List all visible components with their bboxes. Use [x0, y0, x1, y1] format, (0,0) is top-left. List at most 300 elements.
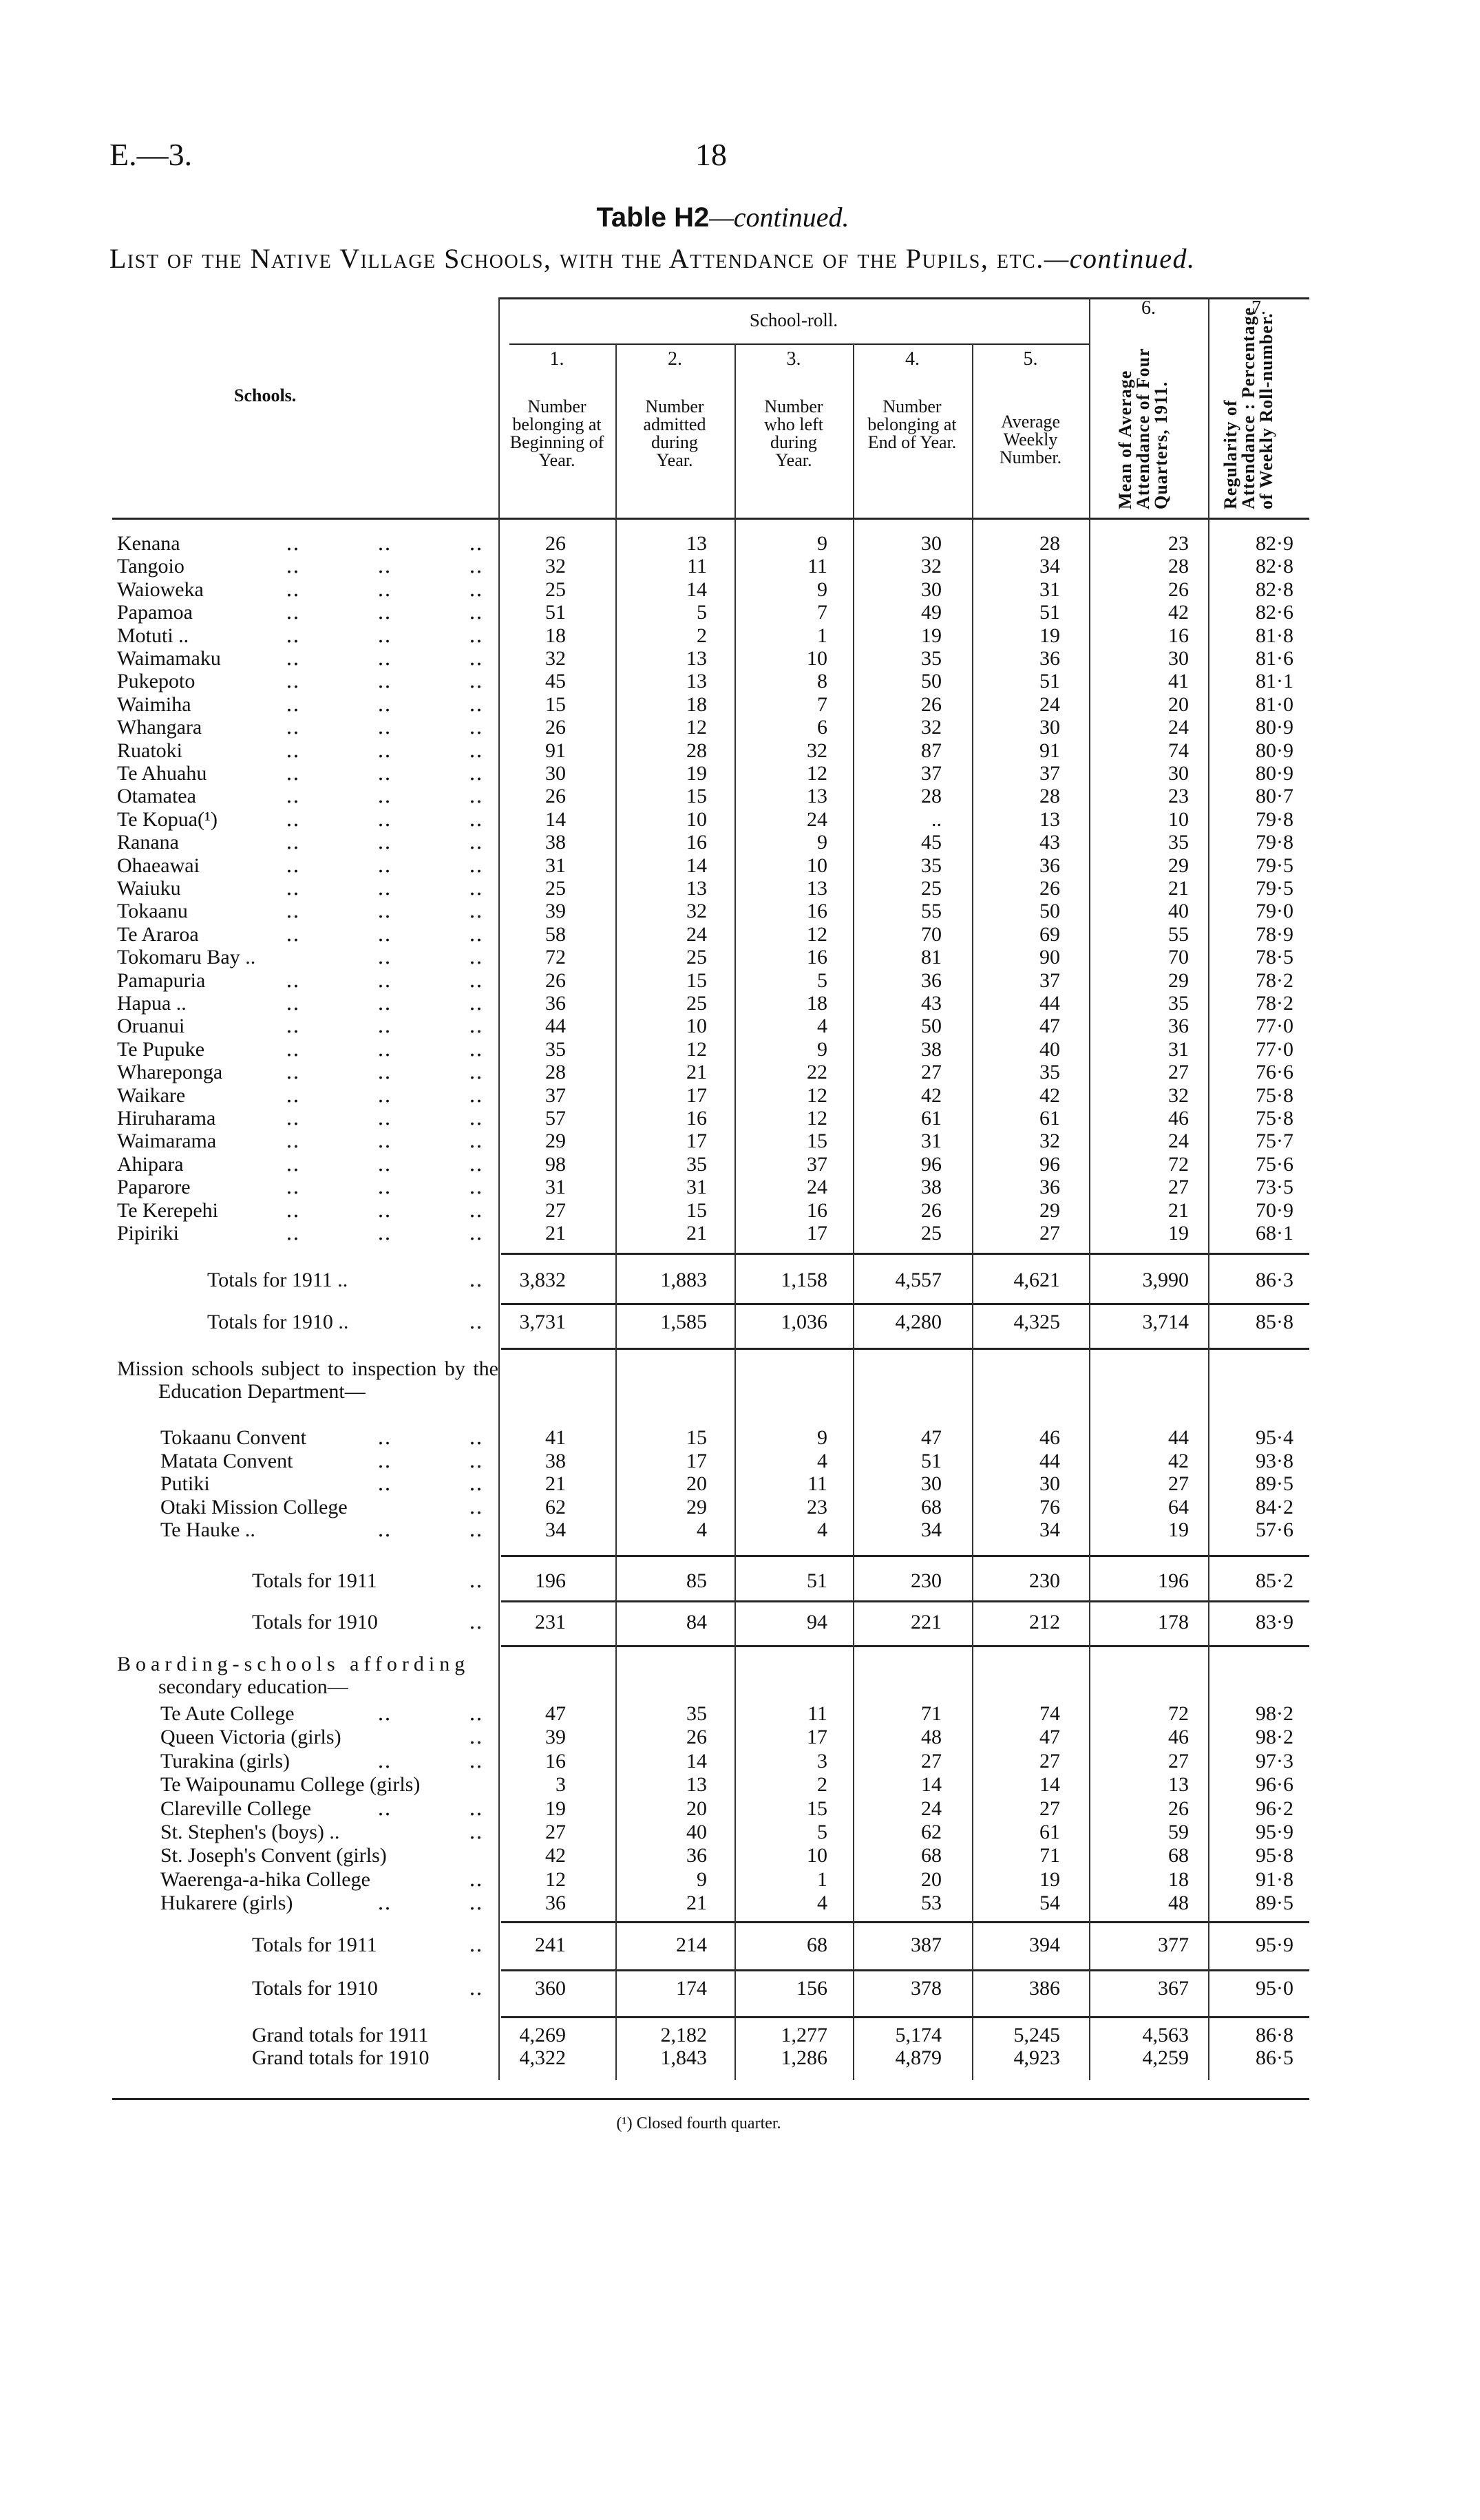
table-row: [0, 1015, 1480, 1037]
col-6-number: 6.: [1141, 297, 1156, 319]
cell-col-2: 21: [686, 1222, 707, 1245]
table-row: [0, 1061, 1480, 1083]
leader-dots: ․․: [469, 1518, 483, 1542]
cell-col-5: 13: [1039, 807, 1060, 831]
school-name: Pukepoto: [117, 670, 195, 693]
cell-col-1: 36: [545, 992, 566, 1015]
leader-dots: ․․: [469, 1311, 483, 1333]
leader-dots: ․․: [469, 1934, 483, 1956]
cell-col-3: 24: [807, 807, 827, 831]
cell-col-1: 21: [545, 1222, 566, 1245]
cell-col-2: 85: [686, 1569, 707, 1592]
cell-col-6: 27: [1168, 1061, 1189, 1084]
leader-dots: ․․: [286, 532, 300, 555]
cell-col-5: 27: [1039, 1749, 1060, 1772]
cell-col-5: 30: [1039, 716, 1060, 739]
cell-col-5: 51: [1039, 670, 1060, 693]
cell-col-4: 5,174: [895, 2024, 942, 2046]
cell-col-3: 13: [807, 877, 827, 900]
leader-dots: ․․: [286, 968, 300, 992]
school-name: Waerenga-a-hika College: [160, 1867, 370, 1891]
cell-col-1: 231: [535, 1611, 566, 1633]
table-row: [0, 877, 1480, 900]
table-row: [0, 1107, 1480, 1130]
cell-col-6: 24: [1168, 1130, 1189, 1153]
cell-col-4: ..: [931, 807, 942, 831]
leader-dots: ․․: [469, 601, 483, 624]
cell-col-3: 18: [807, 992, 827, 1015]
cell-col-6: 68: [1168, 1844, 1189, 1867]
cell-col-2: 35: [686, 1152, 707, 1176]
cell-col-3: 15: [807, 1130, 827, 1153]
leader-dots: ․․: [469, 807, 483, 831]
cell-col-7: 81·1: [1256, 670, 1293, 693]
cell-col-5: 40: [1039, 1037, 1060, 1061]
cell-col-3: 37: [807, 1152, 827, 1176]
leader-dots: ․․: [377, 762, 392, 785]
cell-col-1: 25: [545, 578, 566, 601]
cell-col-3: 51: [807, 1569, 827, 1592]
cell-col-2: 31: [686, 1176, 707, 1199]
cell-col-3: 16: [807, 900, 827, 923]
cell-col-3: 11: [807, 555, 827, 578]
cell-col-1: 51: [545, 601, 566, 624]
school-name: Totals for 1911: [252, 1569, 377, 1592]
cell-col-2: 13: [686, 647, 707, 670]
cell-col-1: 27: [545, 1198, 566, 1222]
leader-dots: ․․: [469, 692, 483, 716]
leader-dots: ․․: [377, 716, 392, 739]
totals-row: [0, 1611, 1480, 1634]
leader-dots: ․․: [377, 1015, 392, 1038]
cell-col-3: 24: [807, 1176, 827, 1199]
cell-col-6: 40: [1168, 900, 1189, 923]
cell-col-4: 387: [911, 1934, 942, 1956]
school-name: Te Pupuke: [117, 1037, 205, 1061]
table-row: [0, 578, 1480, 601]
cell-col-4: 32: [921, 716, 942, 739]
cell-col-2: 2,182: [660, 2024, 707, 2046]
cell-col-1: 36: [545, 1892, 566, 1915]
cell-col-1: 39: [545, 900, 566, 923]
cell-col-6: 46: [1168, 1107, 1189, 1130]
footnote: (¹) Closed fourth quarter.: [616, 2115, 781, 2132]
cell-col-5: 386: [1029, 1977, 1060, 2000]
cell-col-1: 26: [545, 532, 566, 555]
cell-col-2: 10: [686, 807, 707, 831]
cell-col-2: 14: [686, 578, 707, 601]
cell-col-7: 86·5: [1256, 2046, 1293, 2069]
leader-dots: ․․: [286, 1176, 300, 1199]
cell-col-5: 46: [1039, 1426, 1060, 1449]
cell-col-6: 72: [1168, 1152, 1189, 1176]
cell-col-5: 37: [1039, 762, 1060, 785]
section-rule: [501, 1555, 1309, 1557]
cell-col-5: 51: [1039, 601, 1060, 624]
school-name: Pamapuria: [117, 968, 206, 992]
table-row: [0, 739, 1480, 762]
cell-col-2: 32: [686, 900, 707, 923]
cell-col-7: 95·4: [1256, 1426, 1293, 1449]
cell-col-7: 70·9: [1256, 1198, 1293, 1222]
school-name: Queen Victoria (girls): [160, 1726, 341, 1749]
leader-dots: ․․: [286, 877, 300, 900]
table-row: [0, 1750, 1480, 1773]
cell-col-1: 98: [545, 1152, 566, 1176]
table-row: [0, 946, 1480, 968]
cell-col-1: 34: [545, 1518, 566, 1542]
cell-col-1: 62: [545, 1495, 566, 1518]
leader-dots: ․․: [469, 1726, 483, 1749]
cell-col-3: 1: [817, 1867, 827, 1891]
cell-col-2: 18: [686, 692, 707, 716]
table-row: [0, 785, 1480, 807]
leader-dots: ․․: [469, 1797, 483, 1820]
leader-dots: ․․: [377, 647, 392, 670]
subtitle-main: List of the Native Village Schools, with the Attendance of the Pupils, etc.: [109, 243, 1044, 274]
cell-col-4: 37: [921, 762, 942, 785]
cell-col-7: 89·5: [1256, 1472, 1293, 1496]
cell-col-7: 68·1: [1256, 1222, 1293, 1245]
cell-col-4: 35: [921, 647, 942, 670]
leader-dots: ․․: [377, 1130, 392, 1153]
leader-dots: ․․: [377, 1426, 392, 1449]
section-rule: [501, 1600, 1309, 1602]
cell-col-7: 79·5: [1256, 877, 1293, 900]
cell-col-4: 30: [921, 532, 942, 555]
subtitle-suffix: —continued.: [1044, 243, 1196, 274]
leader-dots: ․․: [377, 854, 392, 877]
cell-col-2: 1,585: [660, 1311, 707, 1333]
table-row: [0, 1773, 1480, 1797]
cell-col-5: 42: [1039, 1083, 1060, 1107]
cell-col-3: 10: [807, 647, 827, 670]
cell-col-3: 16: [807, 946, 827, 969]
cell-col-5: 230: [1029, 1569, 1060, 1592]
cell-col-2: 25: [686, 992, 707, 1015]
cell-col-1: 39: [545, 1726, 566, 1749]
table-row: [0, 1892, 1480, 1915]
cell-col-2: 5: [697, 601, 707, 624]
leader-dots: ․․: [377, 1198, 392, 1222]
table-row: [0, 1821, 1480, 1844]
cell-col-7: 98·2: [1256, 1702, 1293, 1725]
table-row: [0, 923, 1480, 946]
cell-col-7: 80·9: [1256, 739, 1293, 762]
leader-dots: ․․: [286, 555, 300, 578]
cell-col-5: 28: [1039, 532, 1060, 555]
school-name: Te Araroa: [117, 922, 199, 946]
cell-col-2: 13: [686, 532, 707, 555]
cell-col-7: 75·6: [1256, 1152, 1293, 1176]
cell-col-7: 85·2: [1256, 1569, 1293, 1592]
leader-dots: ․․: [286, 1107, 300, 1130]
cell-col-4: 230: [911, 1569, 942, 1592]
cell-col-4: 45: [921, 831, 942, 854]
cell-col-1: 47: [545, 1702, 566, 1725]
leader-dots: ․․: [469, 1198, 483, 1222]
school-name: Turakina (girls): [160, 1749, 290, 1772]
school-name: Ohaeawai: [117, 854, 200, 877]
leader-dots: ․․: [469, 854, 483, 877]
leader-dots: ․․: [286, 692, 300, 716]
cell-col-7: 81·0: [1256, 692, 1293, 716]
leader-dots: ․․: [286, 854, 300, 877]
leader-dots: ․․: [286, 601, 300, 624]
school-name: Te Ahuahu: [117, 762, 207, 785]
cell-col-6: 31: [1168, 1037, 1189, 1061]
cell-col-4: 49: [921, 601, 942, 624]
leader-dots: ․․: [377, 1152, 392, 1176]
cell-col-2: 214: [676, 1934, 707, 1956]
school-name: Tokomaru Bay ..: [117, 946, 256, 969]
cell-col-1: 3,832: [519, 1269, 566, 1291]
cell-col-6: 13: [1168, 1773, 1189, 1797]
school-name: Te Aute College: [160, 1702, 295, 1725]
cell-col-6: 32: [1168, 1083, 1189, 1107]
report-code: E.—3.: [109, 137, 193, 172]
cell-col-3: 156: [796, 1977, 827, 2000]
leader-dots: ․․: [286, 1198, 300, 1222]
table-row: [0, 1176, 1480, 1198]
cell-col-4: 27: [921, 1061, 942, 1084]
cell-col-7: 78·2: [1256, 968, 1293, 992]
col-1-label: Number belonging at Beginning of Year.: [509, 396, 604, 470]
table-row: [0, 1153, 1480, 1176]
school-name: Papamoa: [117, 601, 193, 624]
school-roll-rule: [509, 343, 1089, 345]
table-row: [0, 693, 1480, 716]
leader-dots: ․․: [469, 716, 483, 739]
cell-col-7: 75·8: [1256, 1083, 1293, 1107]
cell-col-7: 82·9: [1256, 532, 1293, 555]
cell-col-4: 26: [921, 692, 942, 716]
cell-col-1: 45: [545, 670, 566, 693]
leader-dots: ․․: [286, 1083, 300, 1107]
cell-col-6: 367: [1158, 1977, 1189, 2000]
cell-col-1: 18: [545, 624, 566, 647]
cell-col-2: 13: [686, 1773, 707, 1797]
leader-dots: ․․: [286, 1037, 300, 1061]
leader-dots: ․․: [377, 670, 392, 693]
cell-col-7: 79·8: [1256, 807, 1293, 831]
cell-col-6: 23: [1168, 785, 1189, 808]
cell-col-1: 3,731: [519, 1311, 566, 1333]
leader-dots: ․․: [469, 1107, 483, 1130]
cell-col-6: 30: [1168, 647, 1189, 670]
cell-col-7: 78·2: [1256, 992, 1293, 1015]
leader-dots: ․․: [377, 1083, 392, 1107]
leader-dots: ․․: [377, 1749, 392, 1772]
cell-col-6: 42: [1168, 601, 1189, 624]
cell-col-3: 10: [807, 1844, 827, 1867]
cell-col-6: 10: [1168, 807, 1189, 831]
cell-col-6: 36: [1168, 1015, 1189, 1038]
leader-dots: ․․: [469, 1176, 483, 1199]
cell-col-4: 19: [921, 624, 942, 647]
leader-dots: ․․: [469, 968, 483, 992]
cell-col-4: 30: [921, 578, 942, 601]
cell-col-4: 81: [921, 946, 942, 969]
col-1-number: 1.: [549, 348, 564, 370]
cell-col-7: 91·8: [1256, 1867, 1293, 1891]
school-name: Totals for 1911 ..: [207, 1269, 348, 1291]
leader-dots: ․․: [377, 831, 392, 854]
cell-col-7: 80·9: [1256, 716, 1293, 739]
cell-col-2: 13: [686, 877, 707, 900]
cell-col-2: 35: [686, 1702, 707, 1725]
cell-col-6: 35: [1168, 992, 1189, 1015]
cell-col-6: 27: [1168, 1176, 1189, 1199]
cell-col-5: 71: [1039, 1844, 1060, 1867]
cell-col-7: 95·8: [1256, 1844, 1293, 1867]
cell-col-7: 78·9: [1256, 922, 1293, 946]
table-row: [0, 1868, 1480, 1892]
cell-col-3: 9: [817, 532, 827, 555]
cell-col-7: 79·8: [1256, 831, 1293, 854]
cell-col-3: 13: [807, 785, 827, 808]
totals-row: [0, 1977, 1480, 2000]
table-row: [0, 1702, 1480, 1726]
cell-col-5: 36: [1039, 854, 1060, 877]
school-name: Te Kerepehi: [117, 1198, 218, 1222]
cell-col-3: 10: [807, 854, 827, 877]
cell-col-5: 27: [1039, 1222, 1060, 1245]
cell-col-3: 12: [807, 1083, 827, 1107]
header-bottom-rule: [112, 518, 1309, 520]
cell-col-2: 15: [686, 1198, 707, 1222]
leader-dots: ․․: [377, 739, 392, 762]
school-name: Te Kopua(¹): [117, 807, 218, 831]
cell-col-5: 4,923: [1013, 2046, 1060, 2069]
cell-col-5: 4,325: [1013, 1311, 1060, 1333]
cell-col-5: 19: [1039, 624, 1060, 647]
cell-col-5: 14: [1039, 1773, 1060, 1797]
cell-col-5: 28: [1039, 785, 1060, 808]
table-row: [0, 1222, 1480, 1245]
cell-col-6: 72: [1168, 1702, 1189, 1725]
cell-col-5: 47: [1039, 1726, 1060, 1749]
table-row: [0, 1844, 1480, 1867]
school-name: Tangoio: [117, 555, 184, 578]
cell-col-3: 7: [817, 692, 827, 716]
col-7-label: Regularity of Attendance : Percentage of Weekly Roll-number.: [1220, 307, 1276, 509]
leader-dots: ․․: [469, 877, 483, 900]
cell-col-5: 24: [1039, 692, 1060, 716]
cell-col-1: 32: [545, 555, 566, 578]
table-row: [0, 1518, 1480, 1542]
leader-dots: ․․: [469, 831, 483, 854]
cell-col-6: 41: [1168, 670, 1189, 693]
cell-col-5: 29: [1039, 1198, 1060, 1222]
cell-col-7: 82·6: [1256, 601, 1293, 624]
leader-dots: ․․: [286, 647, 300, 670]
cell-col-5: 34: [1039, 555, 1060, 578]
school-name: Te Hauke ..: [160, 1518, 255, 1542]
leader-dots: ․․: [377, 785, 392, 808]
leader-dots: ․․: [469, 1821, 483, 1843]
cell-col-6: 29: [1168, 968, 1189, 992]
leader-dots: ․․: [377, 555, 392, 578]
school-name: Hukarere (girls): [160, 1892, 293, 1915]
school-name: Otamatea: [117, 785, 196, 808]
cell-col-2: 10: [686, 1015, 707, 1038]
cell-col-5: 32: [1039, 1130, 1060, 1153]
leader-dots: ․․: [469, 1426, 483, 1449]
cell-col-6: 48: [1168, 1892, 1189, 1915]
leader-dots: ․․: [377, 1037, 392, 1061]
cell-col-1: 31: [545, 854, 566, 877]
cell-col-6: 21: [1168, 877, 1189, 900]
cell-col-7: 84·2: [1256, 1495, 1293, 1518]
col-4-label: Number belonging at End of Year.: [867, 396, 957, 452]
leader-dots: ․․: [377, 877, 392, 900]
cell-col-7: 95·0: [1256, 1977, 1293, 2000]
leader-dots: ․․: [377, 532, 392, 555]
school-name: Waimiha: [117, 692, 191, 716]
section-rule: [501, 1921, 1309, 1923]
leader-dots: ․․: [469, 739, 483, 762]
cell-col-4: 42: [921, 1083, 942, 1107]
cell-col-4: 34: [921, 1518, 942, 1542]
cell-col-2: 15: [686, 968, 707, 992]
leader-dots: ․․: [286, 992, 300, 1015]
cell-col-4: 50: [921, 1015, 942, 1038]
school-name: Totals for 1911: [252, 1934, 377, 1956]
cell-col-1: 28: [545, 1061, 566, 1084]
col-5-number: 5.: [1023, 348, 1038, 370]
cell-col-5: 37: [1039, 968, 1060, 992]
section-rule: [501, 1253, 1309, 1255]
cell-col-4: 51: [921, 1449, 942, 1472]
cell-col-4: 87: [921, 739, 942, 762]
cell-col-6: 42: [1168, 1449, 1189, 1472]
cell-col-5: 43: [1039, 831, 1060, 854]
cell-col-2: 1,843: [660, 2046, 707, 2069]
school-name: St. Joseph's Convent (girls): [160, 1844, 387, 1867]
cell-col-7: 80·7: [1256, 785, 1293, 808]
table-row: [0, 647, 1480, 670]
cell-col-6: 24: [1168, 716, 1189, 739]
cell-col-2: 12: [686, 716, 707, 739]
cell-col-4: 378: [911, 1977, 942, 2000]
leader-dots: ․․: [286, 922, 300, 946]
cell-col-7: 96·2: [1256, 1797, 1293, 1820]
leader-dots: ․․: [377, 1472, 392, 1496]
table-row: [0, 762, 1480, 785]
cell-col-1: 21: [545, 1472, 566, 1496]
school-name: Oruanui: [117, 1015, 185, 1038]
leader-dots: ․․: [469, 1061, 483, 1084]
school-name: Totals for 1910: [252, 1977, 378, 2000]
cell-col-6: 29: [1168, 854, 1189, 877]
cell-col-6: 23: [1168, 532, 1189, 555]
cell-col-5: 61: [1039, 1821, 1060, 1843]
cell-col-2: 19: [686, 762, 707, 785]
cell-col-2: 14: [686, 1749, 707, 1772]
school-name: Tokaanu Convent: [160, 1426, 307, 1449]
cell-col-6: 70: [1168, 946, 1189, 969]
cell-col-3: 1,277: [781, 2024, 827, 2046]
school-roll-group-header: School-roll.: [749, 310, 838, 330]
leader-dots: ․․: [469, 1472, 483, 1496]
cell-col-1: 41: [545, 1426, 566, 1449]
cell-col-6: 26: [1168, 1797, 1189, 1820]
cell-col-4: 36: [921, 968, 942, 992]
cell-col-7: 89·5: [1256, 1892, 1293, 1915]
cell-col-4: 48: [921, 1726, 942, 1749]
cell-col-1: 4,269: [519, 2024, 566, 2046]
